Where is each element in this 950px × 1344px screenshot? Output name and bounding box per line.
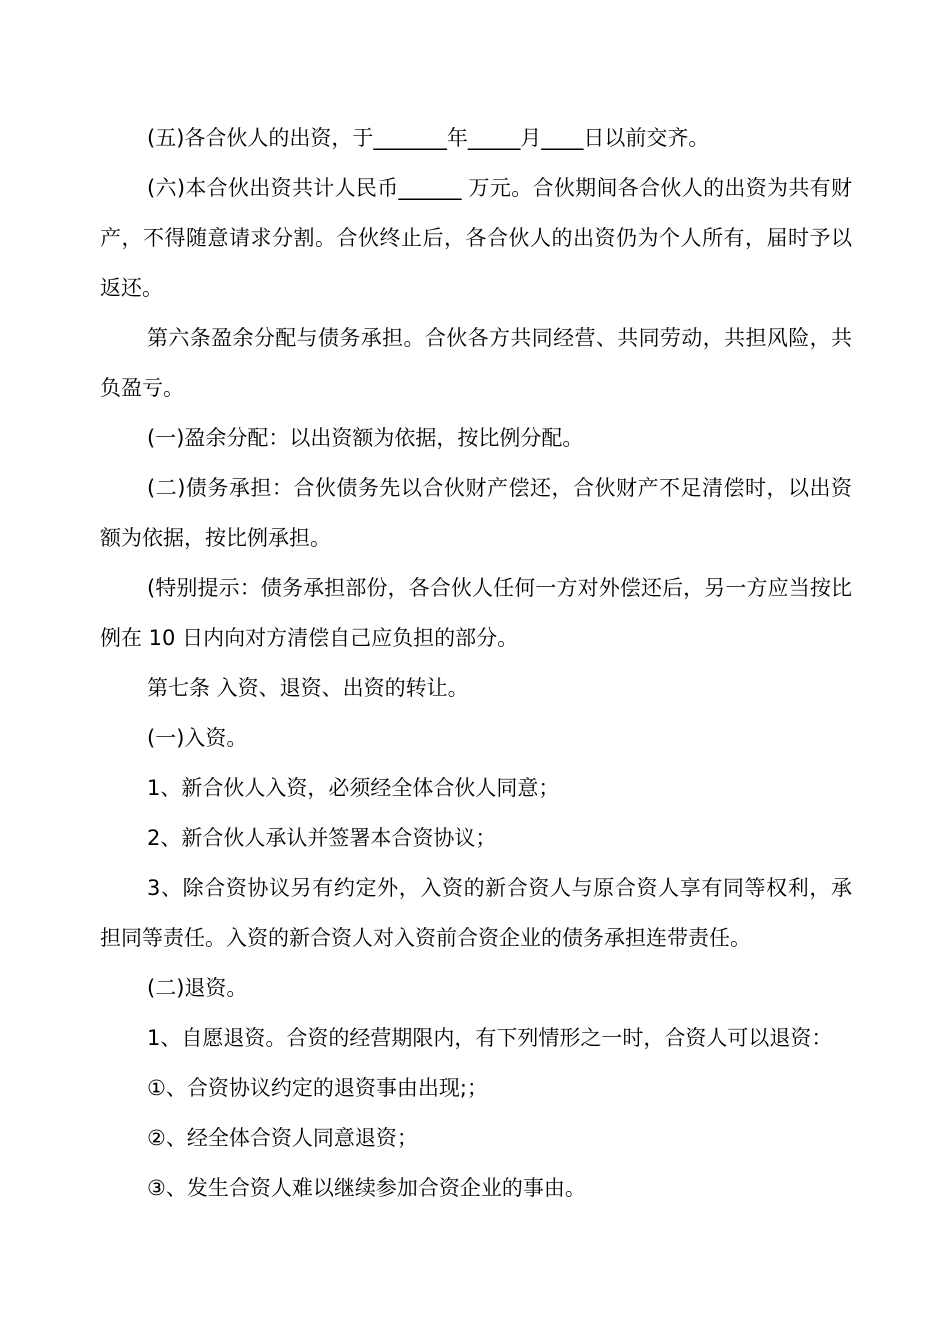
paragraph-admission-heading: (一)入资。 <box>147 726 248 750</box>
paragraph-voluntary-withdrawal: 1、自愿退资。合资的经营期限内，有下列情形之一时，合资人可以退资： <box>147 1026 833 1050</box>
paragraph-article-six: 第六条盈余分配与债务承担。合伙各方共同经营、共同劳动，共担风险，共负盈亏。 <box>100 326 852 400</box>
paragraph-profit-distribution: (一)盈余分配：以出资额为依据，按比例分配。 <box>147 426 584 450</box>
paragraph-capital-total: (六)本合伙出资共计人民币______ 万元。合伙期间各合伙人的出资为共有财产，不得随意请求分割。合伙终止后，各合伙人的出资仍为个人所有，届时予以返还。 <box>100 176 852 300</box>
paragraph-withdrawal-heading: (二)退资。 <box>147 976 248 1000</box>
paragraph-special-notice: (特别提示：债务承担部份，各合伙人任何一方对外偿还后，另一方应当按比例在 10 日内向对方清偿自己应负担的部分。 <box>100 576 852 650</box>
document-body <box>100 113 852 1213</box>
paragraph-withdrawal-case-1: ①、合资协议约定的退资事由出现;； <box>147 1076 488 1100</box>
paragraph-admission-item-2: 2、新合伙人承认并签署本合资协议； <box>147 826 497 850</box>
paragraph-withdrawal-case-2: ②、经全体合资人同意退资； <box>147 1126 418 1150</box>
paragraph-admission-item-1: 1、新合伙人入资，必须经全体合伙人同意； <box>147 776 560 800</box>
paragraph-debt-bearing: (二)债务承担：合伙债务先以合伙财产偿还，合伙财产不足清偿时，以出资额为依据，按比例承担。 <box>100 476 852 550</box>
paragraph-article-seven: 第七条 入资、退资、出资的转让。 <box>147 676 469 700</box>
paragraph-capital-deadline: (五)各合伙人的出资，于_______年_____月____日以前交齐。 <box>147 126 710 150</box>
paragraph-withdrawal-case-3: ③、发生合资人难以继续参加合资企业的事由。 <box>147 1176 586 1200</box>
paragraph-admission-item-3: 3、除合资协议另有约定外，入资的新合资人与原合资人享有同等权利，承担同等责任。入资的新合资人对入资前合资企业的债务承担连带责任。 <box>100 876 852 950</box>
